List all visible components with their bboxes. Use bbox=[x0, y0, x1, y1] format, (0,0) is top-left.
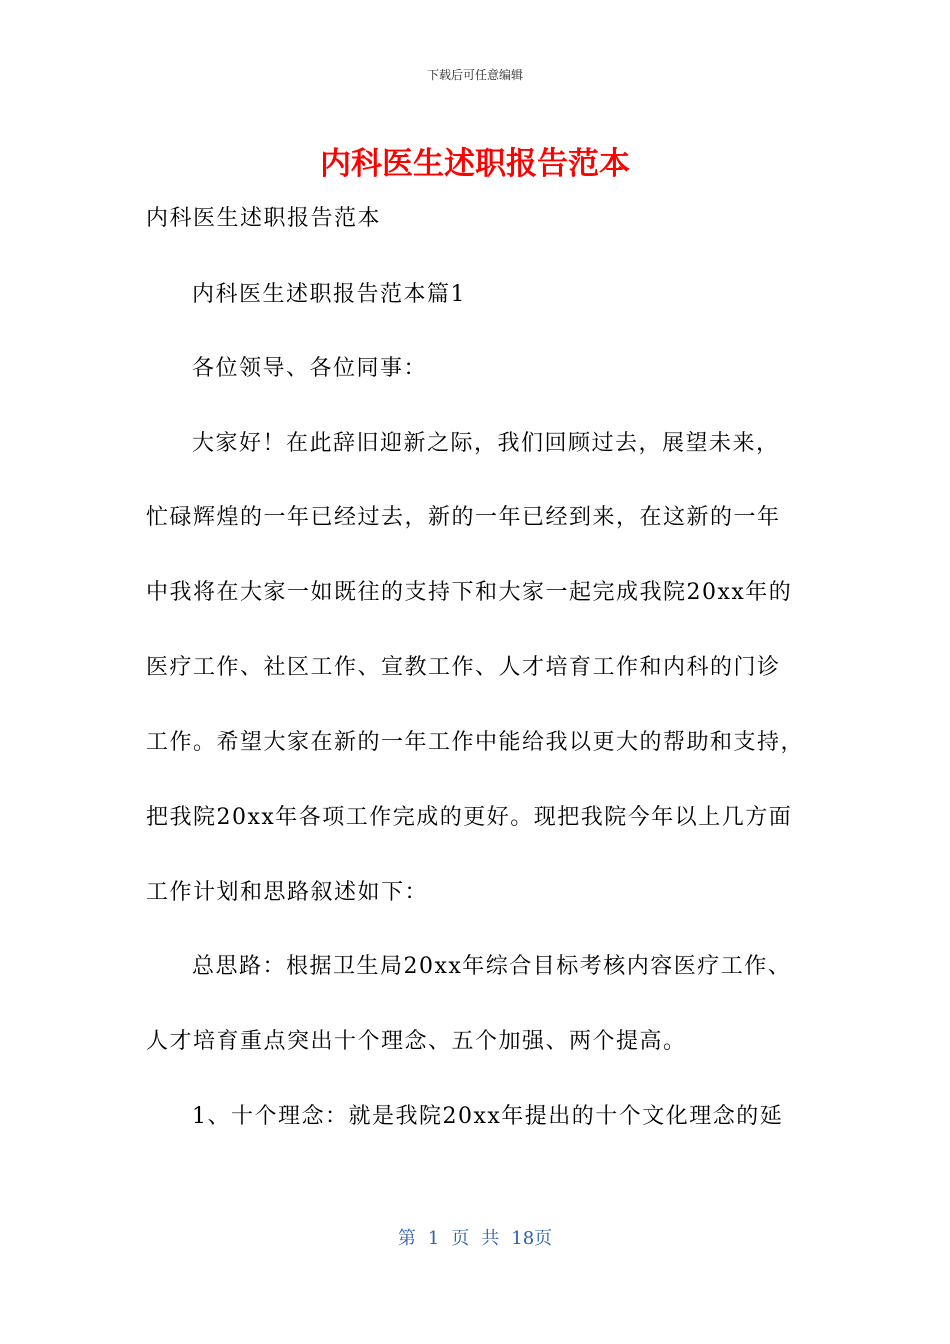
body-line-paragraph: 把我院20xx年各项工作完成的更好。现把我院今年以上几方面 bbox=[146, 805, 793, 830]
body-line-paragraph: 医疗工作、社区工作、宣教工作、人才培育工作和内科的门诊 bbox=[146, 655, 781, 680]
body-line-paragraph: 人才培育重点突出十个理念、五个加强、两个提高。 bbox=[146, 1029, 687, 1054]
body-line-paragraph: 工作。希望大家在新的一年工作中能给我以更大的帮助和支持， bbox=[146, 730, 805, 755]
body-line-subtitle: 内科医生述职报告范本 bbox=[146, 206, 382, 231]
body-line-salutation: 各位领导、各位同事： bbox=[192, 356, 428, 381]
document-title: 内科医生述职报告范本 bbox=[320, 146, 630, 182]
body-line-paragraph: 总思路：根据卫生局20xx年综合目标考核内容医疗工作、 bbox=[192, 954, 792, 979]
footer-current-page: 1 bbox=[427, 1228, 440, 1249]
body-line-paragraph: 1、十个理念：就是我院20xx年提出的十个文化理念的延 bbox=[192, 1104, 784, 1129]
header-note: 下载后可任意编辑 bbox=[426, 68, 523, 82]
footer-total-label: 共 bbox=[481, 1228, 500, 1249]
footer-total-pages: 18页 bbox=[511, 1228, 553, 1249]
body-line-paragraph: 工作计划和思路叙述如下： bbox=[146, 880, 429, 905]
body-line-paragraph: 忙碌辉煌的一年已经过去，新的一年已经到来，在这新的一年 bbox=[146, 505, 781, 530]
body-line-paragraph: 中我将在大家一如既往的支持下和大家一起完成我院20xx年的 bbox=[146, 580, 793, 605]
body-line-paragraph: 大家好！在此辞旧迎新之际，我们回顾过去，展望未来， bbox=[192, 431, 780, 456]
body-line-section-heading: 内科医生述职报告范本篇1 bbox=[192, 282, 466, 307]
page-footer bbox=[0, 1226, 950, 1252]
footer-page-prefix: 第 bbox=[397, 1228, 416, 1249]
footer-page-mid: 页 bbox=[451, 1228, 470, 1249]
